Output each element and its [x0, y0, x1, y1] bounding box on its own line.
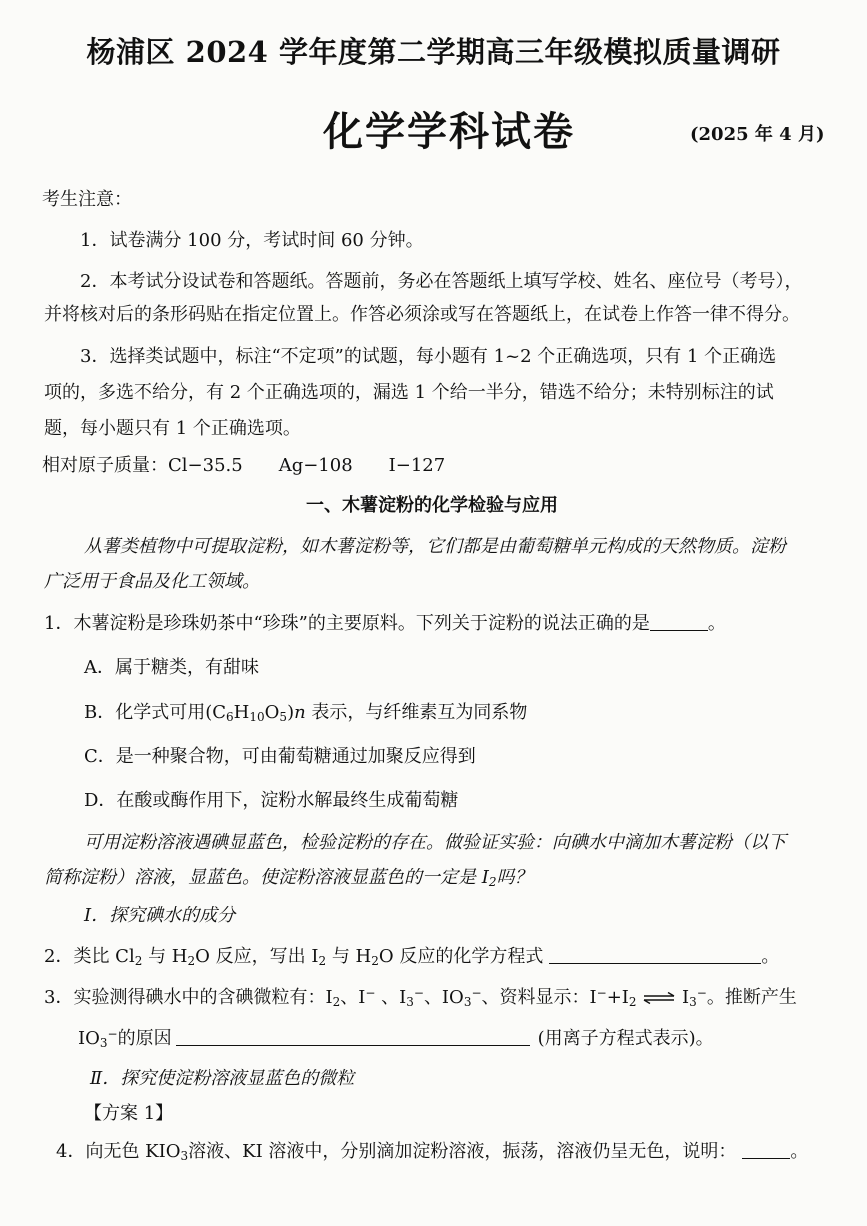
q3-line2-pre: IO	[78, 1028, 100, 1049]
question-3-line-2: $IO_3^-$的原因 (用离子方程式表示)。	[78, 1027, 714, 1050]
part-1-heading: Ⅰ．探究碘水的成分	[84, 905, 236, 926]
notice-item-1: 1．试卷满分 100 分，考试时间 60 分钟。	[80, 230, 424, 251]
notice-item-2-cont: 并将核对后的条形码贴在指定位置上。作答必须涂或写在答题纸上，在试卷上作答一律不得分。	[44, 304, 800, 325]
q3-line2-mid: 的原因	[117, 1028, 172, 1049]
notice-item-3: 3．选择类试题中，标注“不定项”的试题，每小题有 1~2 个正确选项，只有 1 个正确选	[80, 346, 777, 367]
option-b-pre: B．化学式可用(C	[84, 702, 227, 723]
q4-post: 溶液、KI 溶液中，分别滴加淀粉溶液，振荡，溶液仍呈无色，说明：	[188, 1141, 737, 1162]
subject-title: 化学学科试卷	[323, 108, 575, 155]
q2-mid2: O 反应，写出 I	[195, 946, 319, 967]
q2-mid3: 与 H	[331, 946, 372, 967]
question-1-option-a: A．属于糖类，有甜味	[84, 657, 259, 678]
passage-line-2: 简称淀粉）溶液，显蓝色。使淀粉溶液显蓝色的一定是 $I_2$吗？	[44, 867, 533, 889]
section-1-intro-1: 从薯类植物中可提取淀粉，如木薯淀粉等，它们都是由葡萄糖单元构成的天然物质。淀粉	[84, 536, 786, 557]
question-2: 2．类比 $Cl_2$ 与 $H_2O$ 反应，写出 $I_2$ 与 $H_2O$ 反应的化学方程式 。	[44, 946, 780, 968]
passage-line-2-text: 简称淀粉）溶液，显蓝色。使淀粉溶液显蓝色的一定是 I	[44, 867, 489, 888]
exam-header-title: 杨浦区 2024 学年度第二学期高三年级模拟质量调研	[86, 35, 781, 69]
atomic-mass: 相对原子质量：Cl−35.5 Ag−108 I−127	[42, 455, 446, 476]
question-1-text: 1．木薯淀粉是珍珠奶茶中“珍珠”的主要原料。下列关于淀粉的说法正确的是	[44, 613, 650, 634]
section-1-intro-2: 广泛用于食品及化工领域。	[44, 571, 260, 592]
question-4: 4．向无色 $KIO_3$溶液、KI 溶液中，分别滴加淀粉溶液，振荡，溶液仍呈无色，说明： 。	[56, 1141, 809, 1163]
q2-post: O 反应的化学方程式	[378, 946, 544, 967]
question-1-option-d: D．在酸或酶作用下，淀粉水解最终生成葡萄糖	[84, 790, 459, 811]
question-3-line-1: 3．实验测得碘水中的含碘微粒有：$I_2$、I− 、$I_3^-$、$IO_3^-$、资料显示：$I^-+I_2$ $I_3^-$。推断产生	[44, 986, 797, 1009]
plan-1-label: 【方案 1】	[84, 1103, 174, 1124]
question-1-answer-blank[interactable]	[650, 612, 708, 631]
question-1-stem	[44, 612, 726, 636]
part-2-heading: Ⅱ．探究使淀粉溶液显蓝色的微粒	[90, 1068, 355, 1089]
question-2-answer-blank[interactable]	[549, 945, 761, 964]
question-3-answer-blank[interactable]	[176, 1027, 530, 1046]
option-b-post: 表示，与纤维素互为同系物	[311, 702, 528, 723]
notice-heading: 考生注意：	[42, 189, 132, 210]
question-1-option-c: C．是一种聚合物，可由葡萄糖通过加聚反应得到	[84, 746, 476, 767]
section-1-title: 一、木薯淀粉的化学检验与应用	[306, 495, 558, 516]
notice-item-2: 2．本考试分设试卷和答题纸。答题前，务必在答题纸上填写学校、姓名、座位号（考号），	[80, 271, 803, 292]
passage-end: 吗？	[496, 867, 533, 888]
q3-line1-pre: 3．实验测得碘水中的含碘微粒有：I	[44, 987, 333, 1008]
question-1-end: 。	[707, 613, 726, 634]
q2-mid1: 与 H	[148, 946, 188, 967]
question-4-answer-blank[interactable]	[742, 1140, 790, 1159]
notice-item-3-cont: 项的，多选不给分，有 2 个正确选项的，漏选 1 个给一半分，错选不给分；未特别标注的试	[44, 382, 774, 403]
q3-line1-post: 。推断产生	[706, 987, 797, 1008]
q2-pre: 2．类比 Cl	[44, 946, 135, 967]
passage-line-1: 可用淀粉溶液遇碘显蓝色，检验淀粉的存在。做验证实验：向碘水中滴加木薯淀粉（以下	[84, 832, 786, 853]
notice-item-3-end: 题，每小题只有 1 个正确选项。	[44, 418, 301, 439]
equilibrium-arrow-icon	[642, 991, 676, 1005]
q3-line2-post: (用离子方程式表示)。	[537, 1028, 714, 1049]
exam-date: (2025 年 4 月)	[690, 124, 825, 145]
q4-end: 。	[790, 1141, 809, 1162]
q3-line1-mid: 、资料显示：I	[481, 987, 597, 1008]
q4-pre: 4．向无色 KIO	[56, 1141, 181, 1162]
question-1-option-b: B．化学式可用$(C_6H_{10}O_5)n$ 表示，与纤维素互为同系物	[84, 702, 528, 724]
q2-end: 。	[761, 946, 780, 967]
